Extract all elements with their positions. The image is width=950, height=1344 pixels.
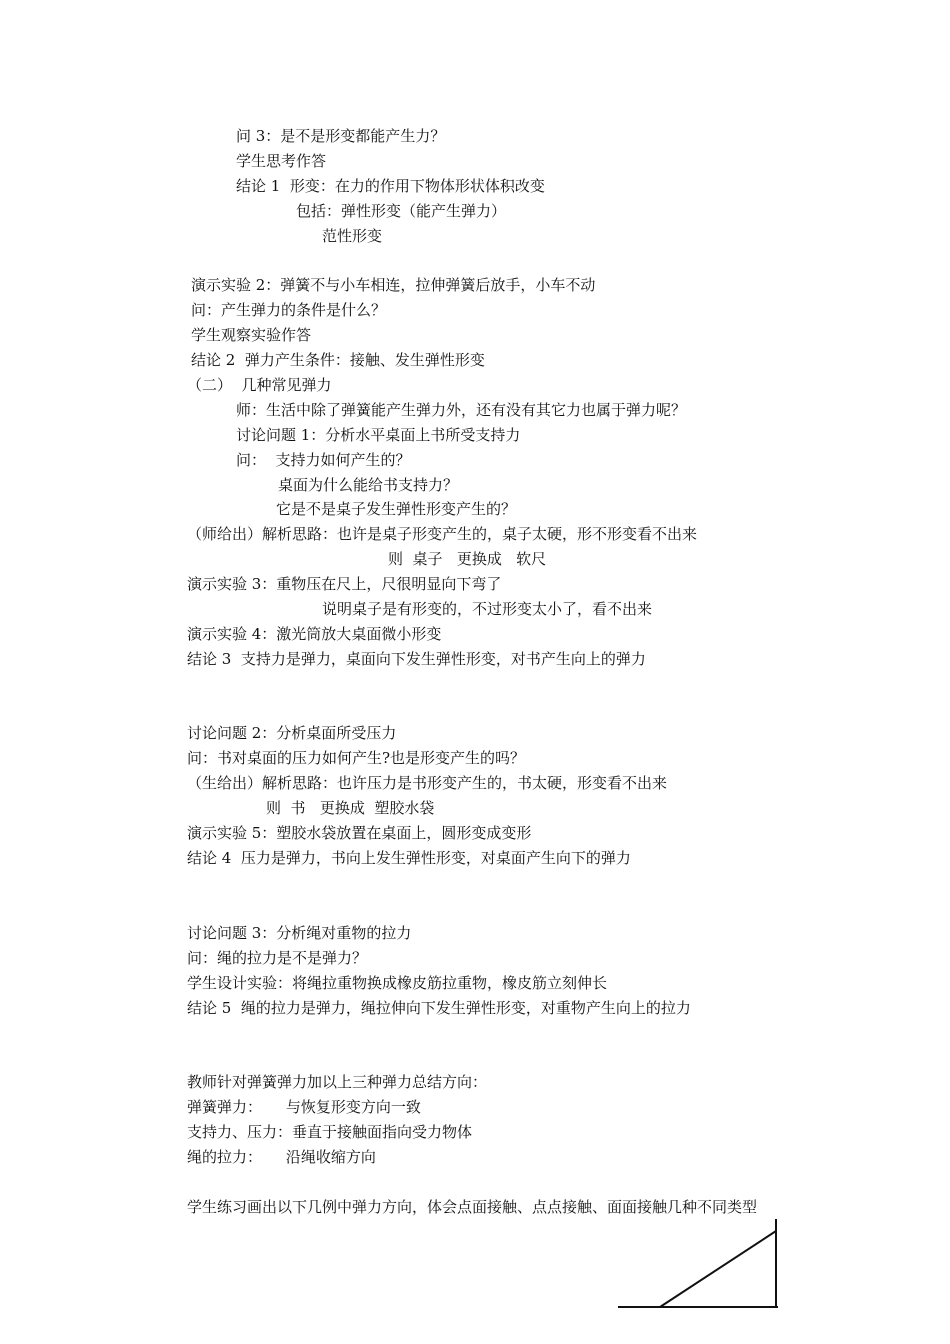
text-line: 结论 5 绳的拉力是弹力，绳拉伸向下发生弹性形变，对重物产生向上的拉力 xyxy=(187,999,691,1017)
text-line: 结论 1 形变：在力的作用下物体形状体积改变 xyxy=(236,177,545,195)
text-line: 问：书对桌面的压力如何产生?也是形变产生的吗？ xyxy=(187,749,526,767)
text-line: 结论 4 压力是弹力，书向上发生弹性形变，对桌面产生向下的弹力 xyxy=(187,849,631,867)
text-line: 则 书 更换成 塑胶水袋 xyxy=(266,799,435,817)
text-line: 范性形变 xyxy=(322,227,383,245)
text-line: 讨论问题 2：分析桌面所受压力 xyxy=(187,724,397,742)
text-line: 演示实验 4：激光筒放大桌面微小形变 xyxy=(187,625,442,643)
text-line: （生给出）解析思路：也许压力是书形变产生的，书太硬，形变看不出来 xyxy=(187,774,668,792)
text-line: 问 3：是不是形变都能产生力？ xyxy=(236,127,446,145)
section-heading: （二） 几种常见弹力 xyxy=(187,376,332,394)
text-line: 包括：弹性形变（能产生弹力） xyxy=(296,202,507,220)
text-line: 学生练习画出以下几例中弹力方向，体会点面接触、点点接触、面面接触几种不同类型 xyxy=(187,1198,758,1216)
text-line: 学生思考作答 xyxy=(236,152,327,170)
text-line: 它是不是桌子发生弹性形变产生的？ xyxy=(276,500,517,518)
text-line: 师：生活中除了弹簧能产生弹力外，还有没有其它力也属于弹力呢？ xyxy=(236,401,687,419)
text-line: 演示实验 3：重物压在尺上，尺很明显向下弯了 xyxy=(187,575,502,593)
text-line: 演示实验 2：弹簧不与小车相连，拉伸弹簧后放手，小车不动 xyxy=(191,276,596,294)
text-line: 弹簧弹力： 与恢复形变方向一致 xyxy=(187,1098,421,1116)
text-line: 结论 3 支持力是弹力，桌面向下发生弹性形变，对书产生向上的弹力 xyxy=(187,650,646,668)
text-line: 问：绳的拉力是不是弹力？ xyxy=(187,949,368,967)
text-line: 说明桌子是有形变的，不过形变太小了，看不出来 xyxy=(322,600,653,618)
incline-slope xyxy=(660,1231,776,1307)
text-line: 绳的拉力： 沿绳收缩方向 xyxy=(187,1148,376,1166)
text-line: （师给出）解析思路：也许是桌子形变产生的，桌子太硬，形不形变看不出来 xyxy=(187,525,698,543)
text-line: 演示实验 5：塑胶水袋放置在桌面上，圆形变成变形 xyxy=(187,824,532,842)
text-line: 支持力、压力：垂直于接触面指向受力物体 xyxy=(187,1123,473,1141)
text-line: 讨论问题 3：分析绳对重物的拉力 xyxy=(187,924,412,942)
text-line: 讨论问题 1：分析水平桌面上书所受支持力 xyxy=(236,426,521,444)
text-line: 则 桌子 更换成 软尺 xyxy=(388,550,547,568)
text-line: 学生设计实验：将绳拉重物换成橡皮筋拉重物，橡皮筋立刻伸长 xyxy=(187,974,608,992)
text-line: 问： 支持力如何产生的？ xyxy=(236,451,411,469)
text-line: 学生观察实验作答 xyxy=(191,326,312,344)
text-line: 结论 2 弹力产生条件：接触、发生弹性形变 xyxy=(191,351,485,369)
text-line: 桌面为什么能给书支持力？ xyxy=(278,476,459,494)
text-line: 教师针对弹簧弹力加以上三种弹力总结方向： xyxy=(187,1073,488,1091)
text-line: 问：产生弹力的条件是什么？ xyxy=(191,301,387,319)
